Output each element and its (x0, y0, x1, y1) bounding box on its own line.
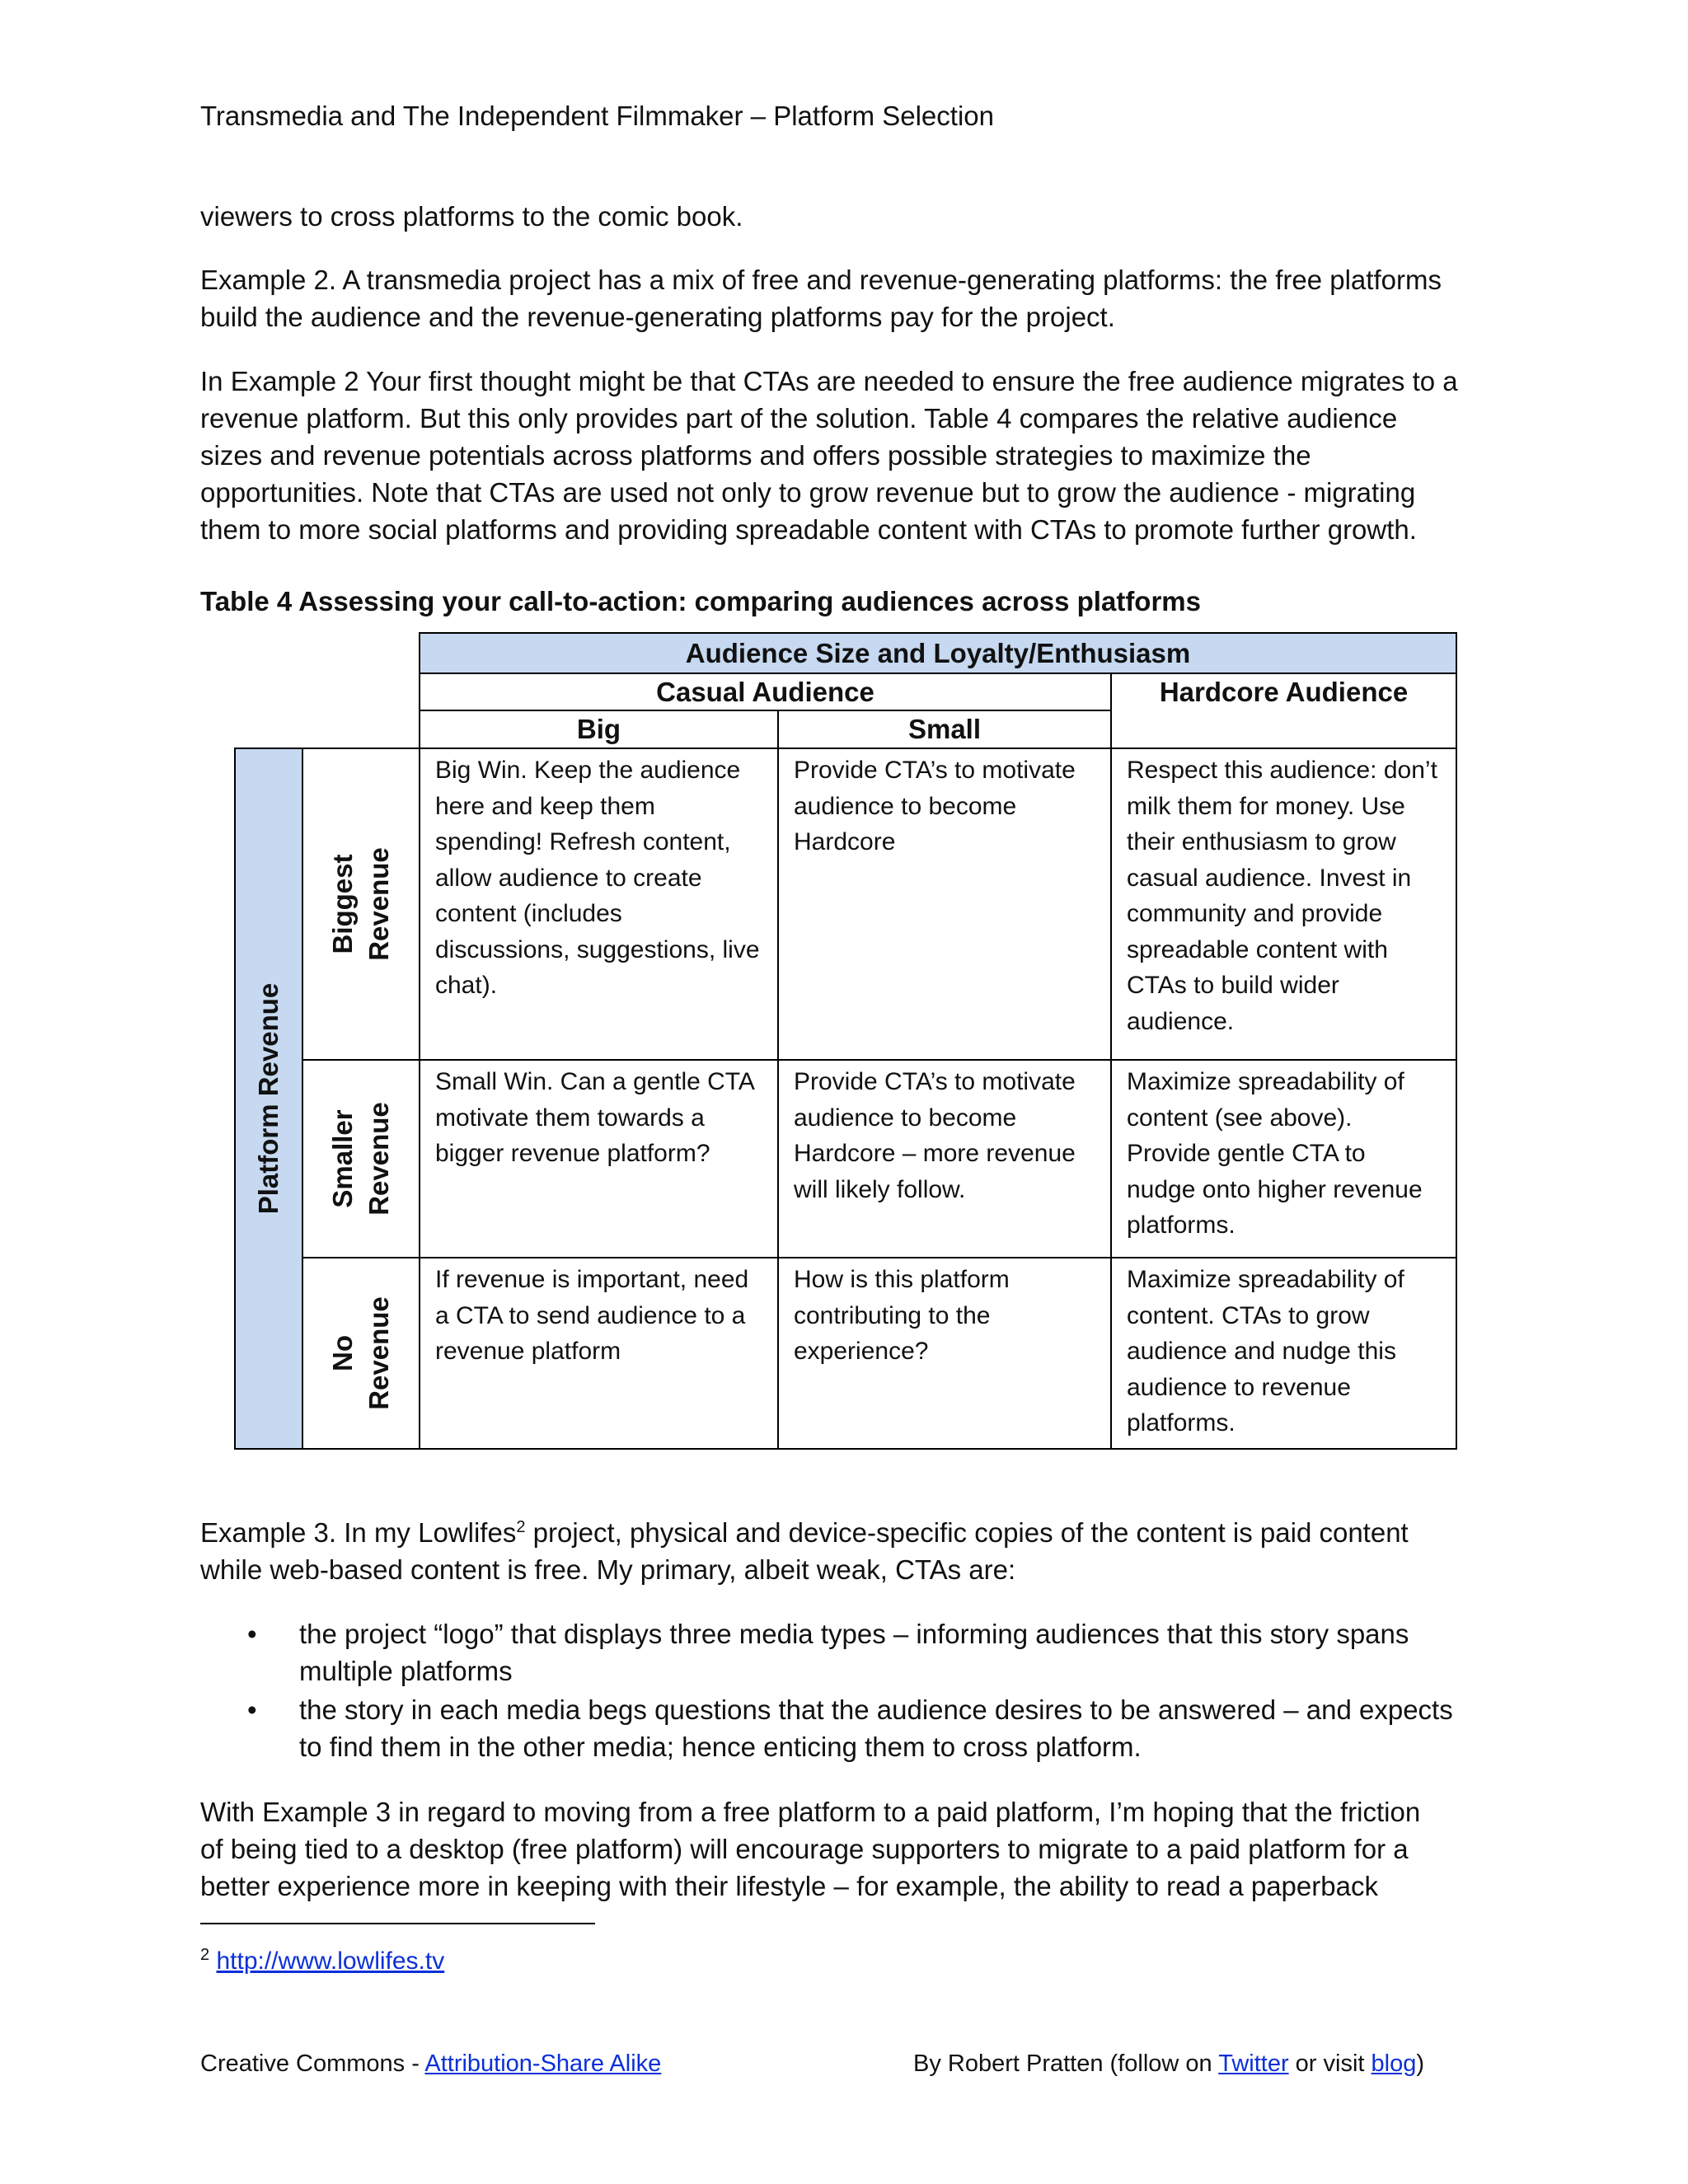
table-caption: Table 4 Assessing your call-to-action: comparing audiences across platforms (200, 586, 1202, 616)
text-line: the story in each media begs questions that the audience desires to be answered – and expects (299, 1694, 1453, 1725)
cell-text-line: CTAs to build wider (1127, 972, 1339, 999)
cell-text-line: Respect this audience: don’t (1127, 757, 1437, 784)
row-label-line: No (327, 1335, 358, 1371)
cell-text-line: spreadable content with (1127, 935, 1388, 963)
cell-biggest-hardcore (1110, 748, 1457, 1061)
text-span: project, physical and device-specific copies of the content is paid content (525, 1517, 1409, 1548)
cell-text-line: How is this platform (794, 1266, 1010, 1293)
row-label-text (325, 1102, 397, 1216)
cell-text-line: content. CTAs to grow (1127, 1301, 1370, 1329)
cell-text-line: experience? (794, 1338, 929, 1365)
text-line: better experience more in keeping with their lifestyle – for example, the ability to read a paperback (200, 1871, 1378, 1901)
text-line: With Example 3 in regard to moving from a free platform to a paid platform, I’m hoping that the friction (200, 1797, 1421, 1827)
cell-smaller-big (419, 1059, 779, 1258)
paragraph-example-2-discussion (200, 363, 1511, 548)
header-hardcore-audience (1110, 673, 1457, 749)
list-item (200, 1615, 1511, 1690)
cell-text-line: Big Win. Keep the audience (435, 757, 741, 784)
text-line: them to more social platforms and providing spreadable content with CTAs to promote further growth. (200, 514, 1417, 545)
cell-text-line: community and provide (1127, 900, 1383, 927)
cell-text-line: content (see above). (1127, 1104, 1353, 1132)
text-line: sizes and revenue potentials across platforms and offers possible strategies to maximize the (200, 440, 1311, 471)
row-label-biggest-revenue (302, 748, 420, 1061)
text-line: opportunities. Note that CTAs are used not only to grow revenue but to grow the audience - migrating (200, 477, 1416, 508)
row-label-text (325, 1296, 397, 1410)
footnote (200, 1943, 444, 1980)
cell-text-line: Maximize spreadability of (1127, 1068, 1404, 1095)
cell-none-hardcore (1110, 1257, 1457, 1450)
cell-text-line: Provide gentle CTA to (1127, 1140, 1366, 1167)
text-line: of being tied to a desktop (free platform) will encourage supporters to migrate to a paid platform for a (200, 1834, 1409, 1864)
footer-text: or visit (1288, 2050, 1372, 2077)
cta-bullet-list (200, 1615, 1511, 1767)
cell-text-line: revenue platform (435, 1338, 621, 1365)
cell-text-line: chat). (435, 972, 498, 999)
text-line: while web-based content is free. My primary, albeit weak, CTAs are: (200, 1554, 1016, 1585)
list-item (200, 1691, 1511, 1765)
cell-text-line: audience. (1127, 1007, 1235, 1035)
cell-text-line: will likely follow. (794, 1175, 966, 1203)
cell-text-line: spending! Refresh content, (435, 828, 731, 855)
row-label-text (325, 847, 397, 961)
footer-license (200, 2046, 661, 2083)
header-hardcore-label: Hardcore Audience (1159, 677, 1409, 707)
text-line: viewers to cross platforms to the comic book. (200, 201, 743, 232)
paragraph-example-3-discussion (200, 1793, 1511, 1905)
cell-text-line: their enthusiasm to grow (1127, 828, 1396, 855)
cell-text-line: nudge onto higher revenue (1127, 1175, 1423, 1203)
cell-text-line: Maximize spreadability of (1127, 1266, 1404, 1293)
cell-text-line: casual audience. Invest in (1127, 864, 1412, 892)
cell-none-small (777, 1257, 1112, 1450)
row-label-line: Revenue (363, 847, 394, 961)
footnote-link[interactable]: http://www.lowlifes.tv (216, 1947, 445, 1975)
text-line: Example 2. A transmedia project has a mix of free and revenue-generating platforms: the free platforms (200, 265, 1442, 295)
cell-text-line: Provide CTA’s to motivate (794, 1068, 1076, 1095)
twitter-link[interactable]: Twitter (1218, 2050, 1289, 2077)
footnote-divider (200, 1923, 595, 1924)
cell-text-line: audience and nudge this (1127, 1338, 1396, 1365)
bullet-icon: • (247, 1694, 257, 1725)
header-audience-size: Audience Size and Loyalty/Enthusiasm (419, 632, 1457, 674)
cell-text-line: audience to become (794, 792, 1017, 820)
paragraph-continuation (200, 198, 1511, 235)
row-label-smaller-revenue (302, 1059, 420, 1258)
footer-text: By Robert Pratten (follow on (913, 2050, 1219, 2077)
row-label-line: Biggest (327, 854, 358, 954)
text-span: Example 3. In my Lowlifes (200, 1517, 517, 1548)
cell-text-line: bigger revenue platform? (435, 1140, 710, 1167)
header-big: Big (419, 710, 779, 749)
page-header: Transmedia and The Independent Filmmaker – Platform Selection (200, 101, 994, 131)
cell-none-big (419, 1257, 779, 1450)
cell-smaller-small (777, 1059, 1112, 1258)
cell-smaller-hardcore (1110, 1059, 1457, 1258)
cell-text-line: If revenue is important, need (435, 1266, 749, 1293)
cell-text-line: Hardcore – more revenue (794, 1140, 1076, 1167)
cell-text-line: a CTA to send audience to a (435, 1301, 746, 1329)
cell-text-line: audience to revenue (1127, 1373, 1351, 1401)
license-link[interactable]: Attribution-Share Alike (424, 2050, 662, 2077)
cell-text-line: milk them for money. Use (1127, 792, 1405, 820)
row-label-line: Smaller (327, 1109, 358, 1208)
cell-text-line: motivate them towards a (435, 1104, 705, 1132)
cell-text-line: here and keep them (435, 792, 655, 820)
cell-text-line: platforms. (1127, 1212, 1236, 1239)
footnote-ref: 2 (516, 1518, 526, 1536)
cell-text-line: content (includes (435, 900, 622, 927)
cell-text-line: Small Win. Can a gentle CTA (435, 1068, 755, 1095)
bullet-icon: • (247, 1619, 257, 1649)
text-line: multiple platforms (299, 1656, 513, 1686)
text-line: In Example 2 Your first thought might be that CTAs are needed to ensure the free audience migrates to a (200, 366, 1458, 396)
row-label-line: Revenue (363, 1296, 394, 1410)
cell-text-line: allow audience to create (435, 864, 702, 892)
text-line: to find them in the other media; hence enticing them to cross platform. (299, 1732, 1142, 1762)
row-label-no-revenue (302, 1257, 420, 1450)
cell-biggest-big (419, 748, 779, 1061)
text-line: the project “logo” that displays three media types – informing audiences that this story spans (299, 1619, 1409, 1649)
text-line: revenue platform. But this only provides part of the solution. Table 4 compares the relative audience (200, 403, 1398, 434)
cell-text-line: platforms. (1127, 1409, 1236, 1436)
row-label-line: Revenue (363, 1102, 394, 1216)
blog-link[interactable]: blog (1371, 2050, 1417, 2077)
header-small: Small (777, 710, 1112, 749)
header-platform-revenue (234, 748, 303, 1450)
platform-revenue-label: Platform Revenue (253, 982, 284, 1215)
footer-text: ) (1416, 2050, 1425, 2077)
cell-text-line: Provide CTA’s to motivate (794, 757, 1076, 784)
cell-biggest-small (777, 748, 1112, 1061)
text-line (200, 1514, 1511, 1551)
paragraph-example-3 (200, 1514, 1511, 1588)
footer-text: Creative Commons - (200, 2050, 425, 2077)
cell-text-line: audience to become (794, 1104, 1017, 1132)
cell-text-line: discussions, suggestions, live (435, 935, 760, 963)
cell-text-line: contributing to the (794, 1301, 991, 1329)
paragraph-example-2 (200, 261, 1511, 335)
header-casual-audience: Casual Audience (419, 673, 1112, 711)
footer-author (913, 2046, 1424, 2083)
footnote-number: 2 (200, 1946, 210, 1964)
text-line: build the audience and the revenue-generating platforms pay for the project. (200, 302, 1115, 332)
cell-text-line: Hardcore (794, 828, 896, 855)
